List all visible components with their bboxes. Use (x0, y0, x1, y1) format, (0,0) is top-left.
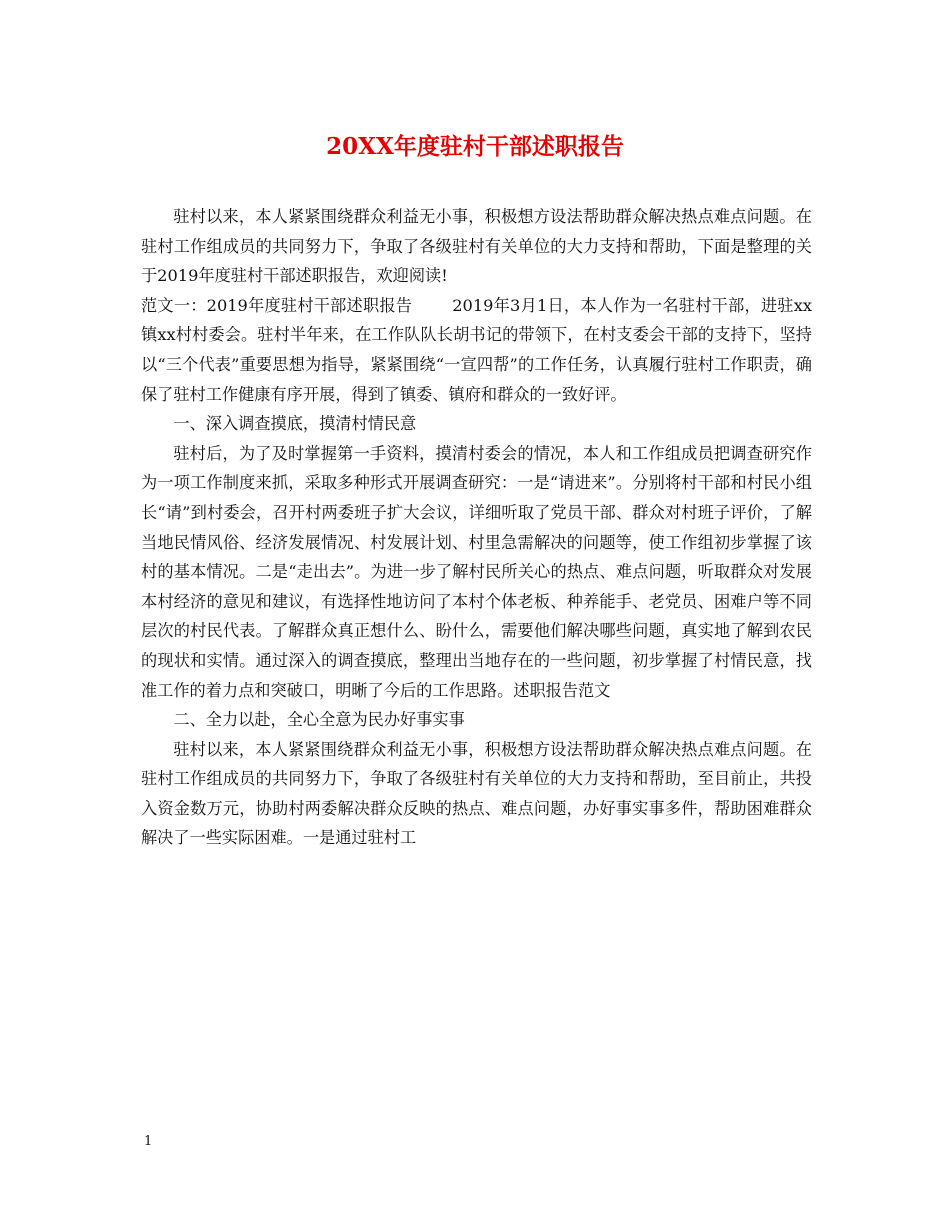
sample-body: 2019年3月1日，本人作为一名驻村干部，进驻xx镇xx村村委会。驻村半年来，在工作队队长胡书记的带领下，在村支委会干部的支持下，坚持以“三个代表”重要思想为指导，紧紧围绕“一宣四帮”的工作任务，认真履行驻村工作职责，确保了驻村工作健康有序开展，得到了镇委、镇府和群众的一致好评。 (141, 295, 812, 404)
document-title: 20XX年度驻村干部述职报告 (326, 133, 624, 160)
section-paragraph-2: 驻村以来，本人紧紧围绕群众利益无小事，积极想方设法帮助群众解决热点难点问题。在驻村工作组成员的共同努力下，争取了各级驻村有关单位的大力支持和帮助，至目前止，共投入资金数万元，协助村两委解决群众反映的热点、难点问题，办好事实事多件，帮助困难群众解决了一些实际困难。一是通过驻村工 (141, 739, 812, 848)
document-body (141, 202, 812, 853)
section-heading-1: 一、深入调查摸底，摸清村情民意 (173, 414, 417, 434)
section-paragraph-1: 驻村后，为了及时掌握第一手资料，摸清村委会的情况，本人和工作组成员把调查研究作为一项工作制度来抓，采取多种形式开展调查研究：一是“请进来”。分别将村干部和村民小组长“请”到村委会，召开村两委班子扩大会议，详细听取了党员干部、群众对村班子评价，了解当地民情风俗、经济发展情况、村发展计划、村里急需解决的问题等，使工作组初步掌握了该村的基本情况。二是“走出去”。为进一步了解村民所关心的热点、难点问题，听取群众对发展本村经济的意见和建议，有选择性地访问了本村个体老板、种养能手、老党员、困难户等不同层次的村民代表。了解群众真正想什么、盼什么，需要他们解决哪些问题，真实地了解到农民的现状和实情。通过深入的调查摸底，整理出当地存在的一些问题，初步掌握了村情民意，找准工作的着力点和突破口，明晰了今后的工作思路。述职报告范文 (141, 443, 812, 700)
sample-paragraph (141, 291, 812, 409)
page-number: 1 (144, 1134, 153, 1149)
sample-label: 范文一：2019年度驻村干部述职报告 (141, 295, 413, 315)
intro-paragraph: 驻村以来，本人紧紧围绕群众利益无小事，积极想方设法帮助群众解决热点难点问题。在驻村工作组成员的共同努力下，争取了各级驻村有关单位的大力支持和帮助，下面是整理的关于2019年度驻村干部述职报告，欢迎阅读! (141, 207, 812, 286)
section-heading-2: 二、全力以赴，全心全意为民办好事实事 (173, 710, 465, 730)
